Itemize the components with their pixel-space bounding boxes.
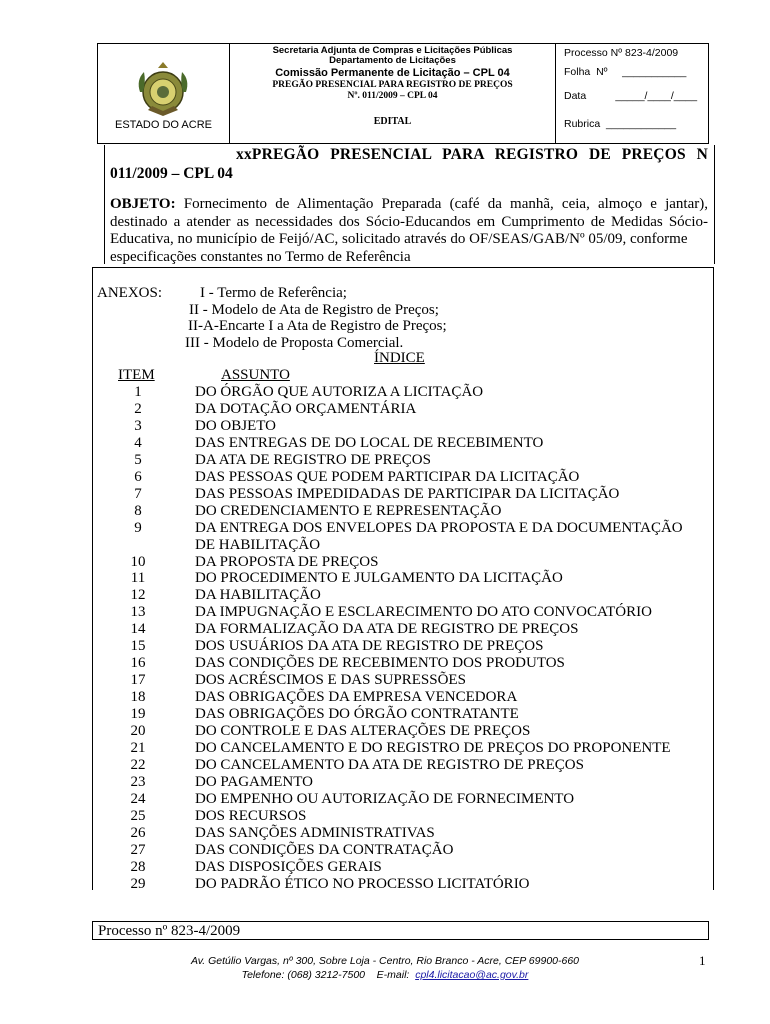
index-row-number: 13: [130, 604, 146, 621]
footer-contact: [0, 968, 770, 982]
index-row-subject: DO EMPENHO OU AUTORIZAÇÃO DE FORNECIMENTO: [195, 790, 575, 807]
footer-address-block: [0, 954, 770, 982]
index-row-subject: DA ATA DE REGISTRO DE PREÇOS: [195, 451, 431, 468]
index-row-number: 2: [134, 400, 142, 417]
header-pregao: PREGÃO PRESENCIAL PARA REGISTRO DE PREÇOS: [272, 80, 513, 90]
index-row-number: 26: [130, 824, 146, 841]
index-row-subject: DO OBJETO: [195, 417, 276, 434]
index-row-number: 9: [134, 519, 142, 536]
index-row-number: 1: [134, 384, 142, 400]
index-row-number: 17: [130, 672, 146, 689]
index-row-number: 5: [134, 451, 142, 468]
index-row-number: 8: [134, 502, 142, 519]
index-col-assunto: ASSUNTO: [221, 367, 290, 383]
index-row-subject: DAS PESSOAS QUE PODEM PARTICIPAR DA LICITAÇÃO: [195, 468, 580, 485]
footer-processo: Processo nº 823-4/2009: [92, 921, 709, 940]
index-row-subject: DA FORMALIZAÇÃO DA ATA DE REGISTRO DE PREÇOS: [195, 621, 579, 638]
header-departamento: Departamento de Licitações: [329, 55, 456, 66]
index-row-subject: DA HABILITAÇÃO: [195, 587, 321, 604]
index-row-number: 10: [130, 553, 146, 570]
index-row-subject: DO CREDENCIAMENTO E REPRESENTAÇÃO: [195, 502, 502, 519]
anexo-item: III - Modelo de Proposta Comercial.: [185, 335, 404, 351]
index-row-subject: DA IMPUGNAÇÃO E ESCLARECIMENTO DO ATO CONVOCATÓRIO: [195, 604, 652, 621]
document-title: xxPREGÃO PRESENCIAL PARA REGISTRO DE PREÇOS N: [236, 146, 708, 163]
footer-phone: Telefone: (068) 3212-7500 E-mail:: [241, 969, 416, 981]
objeto-text: Fornecimento de Alimentação Preparada (café da manhã, ceia, almoço e jantar), destinado a atender as necessidades dos Sócio-Educandos em Cumprimento de Medidas Sócio-Educativa, no município de Feijó/AC, solicitado através do OF/SEAS/GAB/Nº 05/09, conforme: [110, 196, 708, 247]
index-row-subject: DO CONTROLE E DAS ALTERAÇÕES DE PREÇOS: [195, 723, 531, 739]
anexos-label: ANEXOS:: [97, 285, 163, 301]
index-row-subject: DOS USUÁRIOS DA ATA DE REGISTRO DE PREÇOS: [195, 638, 544, 655]
index-row-number: 4: [134, 434, 142, 451]
index-row-number: 24: [130, 790, 146, 807]
footer-email-link[interactable]: cpl4.licitacao@ac.gov.br: [415, 969, 529, 981]
index-row-number: 27: [130, 841, 146, 858]
header-folha: Folha Nº ___________: [564, 66, 687, 78]
index-row-subject: DAS CONDIÇÕES DA CONTRATAÇÃO: [195, 841, 454, 858]
header-logo-cell: [98, 44, 230, 143]
index-row-subject: DA PROPOSTA DE PREÇOS: [195, 553, 379, 570]
document-header: [97, 43, 709, 144]
footer-address: Av. Getúlio Vargas, nº 300, Sobre Loja - Centro, Rio Branco - Acre, CEP 69900-660: [190, 955, 580, 967]
header-process-cell: [556, 44, 708, 143]
index-row-number: 11: [130, 570, 146, 587]
index-row-number: 3: [134, 417, 142, 434]
header-title-cell: [230, 44, 556, 143]
index-row-number: 7: [134, 485, 142, 502]
index-row-subject: DA DOTAÇÃO ORÇAMENTÁRIA: [195, 400, 417, 417]
index-row-subject: DOS RECURSOS: [195, 807, 307, 824]
index-row-number: 15: [130, 638, 146, 655]
index-row-subject: DO PROCEDIMENTO E JULGAMENTO DA LICITAÇÃO: [195, 570, 563, 587]
header-comissao: Comissão Permanente de Licitação – CPL 04: [275, 67, 510, 79]
index-row-subject-cont: DE HABILITAÇÃO: [195, 536, 321, 553]
index-row-number: 12: [130, 587, 146, 604]
index-row-subject: DAS DISPOSIÇÕES GERAIS: [195, 858, 382, 875]
index-row-subject: DAS OBRIGAÇÕES DA EMPRESA VENCEDORA: [195, 689, 518, 706]
index-row-subject: DAS ENTREGAS DE DO LOCAL DE RECEBIMENTO: [195, 434, 544, 451]
state-name: ESTADO DO ACRE: [115, 119, 212, 131]
index-row-number: 6: [134, 468, 142, 485]
index-row-subject: DAS SANÇÕES ADMINISTRATIVAS: [195, 824, 435, 841]
index-row-subject: DA ENTREGA DOS ENVELOPES DA PROPOSTA E DA DOCUMENTAÇÃO: [195, 519, 683, 536]
index-col-item: ITEM: [118, 367, 155, 383]
index-row-subject: DAS OBRIGAÇÕES DO ÓRGÃO CONTRATANTE: [195, 706, 519, 723]
header-secretaria: Secretaria Adjunta de Compras e Licitações Públicas: [272, 45, 513, 56]
objeto-label: OBJETO:: [110, 196, 176, 212]
index-row-subject: DO PAGAMENTO: [195, 773, 313, 790]
header-processo: Processo Nº 823-4/2009: [564, 47, 679, 59]
index-row-number: 25: [130, 807, 146, 824]
index-row-number: 19: [130, 706, 146, 723]
anexo-item: I - Termo de Referência;: [200, 285, 347, 301]
index-row-subject: DOS ACRÉSCIMOS E DAS SUPRESSÕES: [195, 672, 466, 689]
index-row-subject: DO CANCELAMENTO DA ATA DE REGISTRO DE PREÇOS: [195, 756, 584, 773]
objeto-paragraph: [110, 196, 708, 266]
objeto-last-line: especificações constantes no Termo de Referência: [110, 248, 411, 265]
index-row-subject: DO PADRÃO ÉTICO NO PROCESSO LICITATÓRIO: [195, 875, 530, 892]
index-row-number: 16: [130, 655, 146, 672]
index-row-subject: DAS PESSOAS IMPEDIDADAS DE PARTICIPAR DA LICITAÇÃO: [195, 485, 620, 502]
index-row-number: 14: [130, 621, 146, 638]
index-row-number: 29: [130, 875, 146, 892]
index-title: ÍNDICE: [374, 350, 425, 366]
header-numero: Nº. 011/2009 – CPL 04: [347, 91, 438, 101]
index-row-number: 21: [130, 739, 146, 756]
state-seal-icon: [134, 62, 192, 118]
page-number: 1: [699, 953, 706, 968]
index-row-number: 20: [130, 723, 146, 739]
index-row-number: 28: [130, 858, 146, 875]
index-row-subject: DAS CONDIÇÕES DE RECEBIMENTO DOS PRODUTOS: [195, 655, 565, 672]
header-rubrica: Rubrica ____________: [564, 118, 677, 130]
anexo-item: II - Modelo de Ata de Registro de Preços;: [189, 302, 439, 318]
document-title-cont: 011/2009 – CPL 04: [110, 165, 233, 182]
index-row-number: 22: [130, 756, 146, 773]
header-data: Data _____/____/____: [564, 90, 698, 102]
index-row-number: 23: [130, 773, 146, 790]
index-row-subject: DO ÓRGÃO QUE AUTORIZA A LICITAÇÃO: [195, 384, 484, 400]
index-row-number: 18: [130, 689, 146, 706]
header-edital: EDITAL: [373, 116, 412, 127]
anexo-item: II-A-Encarte I a Ata de Registro de Preços;: [188, 318, 447, 334]
index-row-subject: DO CANCELAMENTO E DO REGISTRO DE PREÇOS DO PROPONENTE: [195, 739, 671, 756]
